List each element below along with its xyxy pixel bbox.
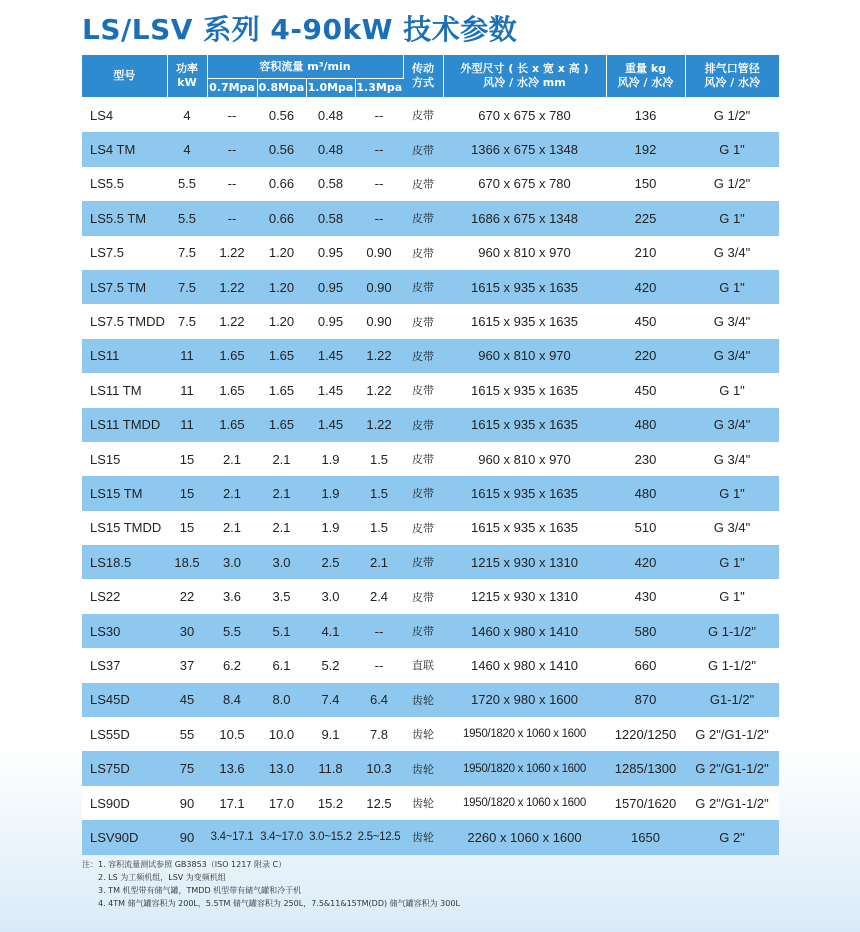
- table-row: [82, 132, 779, 166]
- flow-07-cell: 17.1: [207, 786, 257, 820]
- outlet-cell: G 1-1/2": [685, 648, 779, 682]
- flow-10-cell: 7.4: [306, 683, 355, 717]
- drive-cell: 皮带: [403, 476, 443, 510]
- drive-cell: 皮带: [403, 201, 443, 235]
- flow-08-cell: 0.66: [257, 201, 306, 235]
- flow-08-cell: 3.4~17.0: [257, 820, 306, 854]
- outlet-cell: G 2": [685, 820, 779, 854]
- dimensions-cell: 1460 x 980 x 1410: [443, 648, 606, 682]
- drive-cell: 皮带: [403, 408, 443, 442]
- outlet-cell: G 1": [685, 373, 779, 407]
- flow-10-cell: 0.95: [306, 236, 355, 270]
- flow-10-cell: 15.2: [306, 786, 355, 820]
- header-p08: 0.8Mpa: [257, 79, 306, 98]
- table-row: [82, 751, 779, 785]
- table-row: [82, 167, 779, 201]
- table-row: [82, 408, 779, 442]
- weight-cell: 150: [606, 167, 685, 201]
- power-cell: 11: [167, 339, 207, 373]
- flow-08-cell: 3.5: [257, 579, 306, 613]
- header-dimensions: 外型尺寸 ( 长 x 宽 x 高 ) 风冷 / 水冷 mm: [443, 55, 606, 98]
- flow-10-cell: 0.58: [306, 167, 355, 201]
- dimensions-cell: 1215 x 930 x 1310: [443, 579, 606, 613]
- drive-cell: 皮带: [403, 270, 443, 304]
- outlet-cell: G 1/2": [685, 167, 779, 201]
- dimensions-cell: 960 x 810 x 970: [443, 236, 606, 270]
- power-cell: 15: [167, 442, 207, 476]
- flow-08-cell: 17.0: [257, 786, 306, 820]
- header-flow: 容积流量 m³/min: [207, 55, 403, 79]
- power-cell: 4: [167, 132, 207, 166]
- flow-13-cell: 0.90: [355, 304, 403, 338]
- flow-08-cell: 3.0: [257, 545, 306, 579]
- flow-10-cell: 1.9: [306, 442, 355, 476]
- drive-cell: 皮带: [403, 167, 443, 201]
- flow-10-cell: 3.0: [306, 579, 355, 613]
- weight-cell: 1570/1620: [606, 786, 685, 820]
- flow-13-cell: 0.90: [355, 270, 403, 304]
- flow-08-cell: 2.1: [257, 511, 306, 545]
- table-row: [82, 201, 779, 235]
- table-row: [82, 820, 779, 854]
- power-cell: 15: [167, 511, 207, 545]
- flow-08-cell: 0.56: [257, 132, 306, 166]
- table-row: [82, 373, 779, 407]
- flow-10-cell: 0.95: [306, 270, 355, 304]
- model-cell: LS4: [82, 98, 167, 133]
- model-cell: LS30: [82, 614, 167, 648]
- header-weight: 重量 kg 风冷 / 水冷: [606, 55, 685, 98]
- power-cell: 22: [167, 579, 207, 613]
- flow-08-cell: 6.1: [257, 648, 306, 682]
- flow-10-cell: 1.45: [306, 339, 355, 373]
- weight-cell: 1220/1250: [606, 717, 685, 751]
- dimensions-cell: 1720 x 980 x 1600: [443, 683, 606, 717]
- table-row: [82, 683, 779, 717]
- outlet-cell: G 3/4": [685, 442, 779, 476]
- table-row: [82, 442, 779, 476]
- header-drive: 传动 方式: [403, 55, 443, 98]
- flow-08-cell: 13.0: [257, 751, 306, 785]
- weight-cell: 580: [606, 614, 685, 648]
- flow-13-cell: --: [355, 201, 403, 235]
- flow-07-cell: 2.1: [207, 442, 257, 476]
- flow-07-cell: --: [207, 167, 257, 201]
- weight-cell: 450: [606, 304, 685, 338]
- footnotes: [82, 858, 460, 910]
- flow-13-cell: 2.5~12.5: [355, 820, 403, 854]
- flow-07-cell: 10.5: [207, 717, 257, 751]
- power-cell: 30: [167, 614, 207, 648]
- model-cell: LS90D: [82, 786, 167, 820]
- weight-cell: 225: [606, 201, 685, 235]
- weight-cell: 210: [606, 236, 685, 270]
- power-cell: 5.5: [167, 167, 207, 201]
- flow-13-cell: 6.4: [355, 683, 403, 717]
- table-row: [82, 579, 779, 613]
- weight-cell: 1285/1300: [606, 751, 685, 785]
- table-row: [82, 339, 779, 373]
- flow-10-cell: 1.45: [306, 408, 355, 442]
- flow-08-cell: 1.65: [257, 373, 306, 407]
- dimensions-cell: 1615 x 935 x 1635: [443, 511, 606, 545]
- drive-cell: 齿轮: [403, 820, 443, 854]
- header-outlet: 排气口管径 风冷 / 水冷: [685, 55, 779, 98]
- flow-08-cell: 5.1: [257, 614, 306, 648]
- flow-08-cell: 1.65: [257, 339, 306, 373]
- model-cell: LS7.5 TMDD: [82, 304, 167, 338]
- drive-cell: 直联: [403, 648, 443, 682]
- weight-cell: 450: [606, 373, 685, 407]
- outlet-cell: G 3/4": [685, 511, 779, 545]
- flow-13-cell: --: [355, 167, 403, 201]
- flow-07-cell: 8.4: [207, 683, 257, 717]
- model-cell: LS11: [82, 339, 167, 373]
- flow-07-cell: 3.4~17.1: [207, 820, 257, 854]
- outlet-cell: G 1": [685, 201, 779, 235]
- table-row: [82, 545, 779, 579]
- flow-07-cell: --: [207, 201, 257, 235]
- flow-07-cell: 13.6: [207, 751, 257, 785]
- model-cell: LS15: [82, 442, 167, 476]
- model-cell: LS4 TM: [82, 132, 167, 166]
- model-cell: LS45D: [82, 683, 167, 717]
- table-row: [82, 717, 779, 751]
- weight-cell: 480: [606, 476, 685, 510]
- power-cell: 7.5: [167, 304, 207, 338]
- weight-cell: 420: [606, 270, 685, 304]
- weight-cell: 420: [606, 545, 685, 579]
- table-row: [82, 511, 779, 545]
- weight-cell: 136: [606, 98, 685, 133]
- outlet-cell: G 1/2": [685, 98, 779, 133]
- page-title: LS/LSV 系列 4-90kW 技术参数: [82, 13, 518, 46]
- flow-08-cell: 1.20: [257, 236, 306, 270]
- flow-10-cell: 3.0~15.2: [306, 820, 355, 854]
- table-row: [82, 236, 779, 270]
- header-p13: 1.3Mpa: [355, 79, 403, 98]
- flow-13-cell: 10.3: [355, 751, 403, 785]
- power-cell: 18.5: [167, 545, 207, 579]
- header-power: 功率 kW: [167, 55, 207, 98]
- flow-10-cell: 0.95: [306, 304, 355, 338]
- dimensions-cell: 2260 x 1060 x 1600: [443, 820, 606, 854]
- dimensions-cell: 1686 x 675 x 1348: [443, 201, 606, 235]
- flow-10-cell: 1.9: [306, 476, 355, 510]
- flow-07-cell: 1.22: [207, 304, 257, 338]
- flow-10-cell: 0.58: [306, 201, 355, 235]
- drive-cell: 皮带: [403, 236, 443, 270]
- header-model: 型号: [82, 55, 167, 98]
- table-row: [82, 270, 779, 304]
- flow-13-cell: 1.5: [355, 476, 403, 510]
- power-cell: 7.5: [167, 236, 207, 270]
- flow-13-cell: 1.22: [355, 373, 403, 407]
- outlet-cell: G 3/4": [685, 236, 779, 270]
- flow-13-cell: 7.8: [355, 717, 403, 751]
- drive-cell: 皮带: [403, 614, 443, 648]
- outlet-cell: G 1": [685, 476, 779, 510]
- drive-cell: 齿轮: [403, 717, 443, 751]
- flow-07-cell: --: [207, 132, 257, 166]
- dimensions-cell: 1950/1820 x 1060 x 1600: [443, 786, 606, 820]
- outlet-cell: G1-1/2": [685, 683, 779, 717]
- model-cell: LSV90D: [82, 820, 167, 854]
- dimensions-cell: 960 x 810 x 970: [443, 339, 606, 373]
- power-cell: 5.5: [167, 201, 207, 235]
- model-cell: LS7.5: [82, 236, 167, 270]
- flow-13-cell: --: [355, 614, 403, 648]
- flow-10-cell: 11.8: [306, 751, 355, 785]
- flow-08-cell: 1.65: [257, 408, 306, 442]
- weight-cell: 870: [606, 683, 685, 717]
- outlet-cell: G 2"/G1-1/2": [685, 751, 779, 785]
- outlet-cell: G 1": [685, 545, 779, 579]
- drive-cell: 皮带: [403, 304, 443, 338]
- weight-cell: 1650: [606, 820, 685, 854]
- outlet-cell: G 1": [685, 270, 779, 304]
- model-cell: LS15 TM: [82, 476, 167, 510]
- header-p10: 1.0Mpa: [306, 79, 355, 98]
- dimensions-cell: 1460 x 980 x 1410: [443, 614, 606, 648]
- drive-cell: 皮带: [403, 579, 443, 613]
- table-row: [82, 98, 779, 133]
- flow-08-cell: 10.0: [257, 717, 306, 751]
- flow-07-cell: 2.1: [207, 476, 257, 510]
- power-cell: 11: [167, 408, 207, 442]
- weight-cell: 220: [606, 339, 685, 373]
- model-cell: LS55D: [82, 717, 167, 751]
- power-cell: 55: [167, 717, 207, 751]
- table-row: [82, 648, 779, 682]
- flow-07-cell: 1.65: [207, 408, 257, 442]
- power-cell: 45: [167, 683, 207, 717]
- model-cell: LS7.5 TM: [82, 270, 167, 304]
- model-cell: LS15 TMDD: [82, 511, 167, 545]
- flow-13-cell: 0.90: [355, 236, 403, 270]
- flow-10-cell: 4.1: [306, 614, 355, 648]
- table-row: [82, 304, 779, 338]
- outlet-cell: G 3/4": [685, 339, 779, 373]
- flow-10-cell: 2.5: [306, 545, 355, 579]
- dimensions-cell: 1615 x 935 x 1635: [443, 373, 606, 407]
- flow-08-cell: 2.1: [257, 476, 306, 510]
- model-cell: LS5.5: [82, 167, 167, 201]
- drive-cell: 皮带: [403, 373, 443, 407]
- weight-cell: 660: [606, 648, 685, 682]
- outlet-cell: G 2"/G1-1/2": [685, 786, 779, 820]
- flow-13-cell: 1.5: [355, 511, 403, 545]
- dimensions-cell: 1615 x 935 x 1635: [443, 476, 606, 510]
- drive-cell: 皮带: [403, 511, 443, 545]
- flow-08-cell: 0.56: [257, 98, 306, 133]
- outlet-cell: G 1": [685, 579, 779, 613]
- outlet-cell: G 1-1/2": [685, 614, 779, 648]
- dimensions-cell: 1615 x 935 x 1635: [443, 304, 606, 338]
- note-4: 4. 4TM 储气罐容积为 200L，5.5TM 储气罐容积为 250L，7.5&11&15TM(DD) 储气罐容积为 300L: [98, 899, 460, 908]
- flow-13-cell: --: [355, 648, 403, 682]
- power-cell: 4: [167, 98, 207, 133]
- drive-cell: 齿轮: [403, 786, 443, 820]
- flow-10-cell: 0.48: [306, 132, 355, 166]
- flow-13-cell: 1.5: [355, 442, 403, 476]
- model-cell: LS75D: [82, 751, 167, 785]
- note-1: 注：1. 容积流量测试参照 GB3853（ISO 1217 附录 C）: [82, 860, 287, 869]
- dimensions-cell: 1950/1820 x 1060 x 1600: [443, 751, 606, 785]
- drive-cell: 皮带: [403, 545, 443, 579]
- flow-10-cell: 1.45: [306, 373, 355, 407]
- model-cell: LS22: [82, 579, 167, 613]
- dimensions-cell: 1366 x 675 x 1348: [443, 132, 606, 166]
- power-cell: 7.5: [167, 270, 207, 304]
- dimensions-cell: 670 x 675 x 780: [443, 167, 606, 201]
- flow-13-cell: --: [355, 98, 403, 133]
- flow-13-cell: 12.5: [355, 786, 403, 820]
- power-cell: 90: [167, 786, 207, 820]
- flow-07-cell: 1.65: [207, 373, 257, 407]
- dimensions-cell: 1950/1820 x 1060 x 1600: [443, 717, 606, 751]
- outlet-cell: G 2"/G1-1/2": [685, 717, 779, 751]
- flow-13-cell: 2.1: [355, 545, 403, 579]
- power-cell: 11: [167, 373, 207, 407]
- table-row: [82, 614, 779, 648]
- flow-08-cell: 8.0: [257, 683, 306, 717]
- model-cell: LS37: [82, 648, 167, 682]
- outlet-cell: G 3/4": [685, 304, 779, 338]
- flow-07-cell: 1.22: [207, 270, 257, 304]
- flow-08-cell: 1.20: [257, 304, 306, 338]
- drive-cell: 皮带: [403, 442, 443, 476]
- flow-07-cell: 2.1: [207, 511, 257, 545]
- flow-08-cell: 2.1: [257, 442, 306, 476]
- dimensions-cell: 1615 x 935 x 1635: [443, 408, 606, 442]
- model-cell: LS18.5: [82, 545, 167, 579]
- drive-cell: 皮带: [403, 98, 443, 133]
- weight-cell: 192: [606, 132, 685, 166]
- flow-13-cell: --: [355, 132, 403, 166]
- table-row: [82, 786, 779, 820]
- table-row: [82, 476, 779, 510]
- flow-07-cell: 3.6: [207, 579, 257, 613]
- flow-10-cell: 1.9: [306, 511, 355, 545]
- flow-07-cell: --: [207, 98, 257, 133]
- flow-07-cell: 1.22: [207, 236, 257, 270]
- drive-cell: 齿轮: [403, 751, 443, 785]
- flow-10-cell: 5.2: [306, 648, 355, 682]
- flow-07-cell: 6.2: [207, 648, 257, 682]
- flow-08-cell: 0.66: [257, 167, 306, 201]
- power-cell: 75: [167, 751, 207, 785]
- note-3: 3. TM 机型带有储气罐，TMDD 机型带有储气罐和冷干机: [98, 886, 302, 895]
- dimensions-cell: 1615 x 935 x 1635: [443, 270, 606, 304]
- dimensions-cell: 1215 x 930 x 1310: [443, 545, 606, 579]
- outlet-cell: G 1": [685, 132, 779, 166]
- flow-13-cell: 1.22: [355, 408, 403, 442]
- note-2: 2. LS 为工频机组，LSV 为变频机组: [98, 873, 226, 882]
- weight-cell: 230: [606, 442, 685, 476]
- flow-13-cell: 2.4: [355, 579, 403, 613]
- header-p07: 0.7Mpa: [207, 79, 257, 98]
- drive-cell: 皮带: [403, 339, 443, 373]
- power-cell: 37: [167, 648, 207, 682]
- dimensions-cell: 960 x 810 x 970: [443, 442, 606, 476]
- flow-07-cell: 1.65: [207, 339, 257, 373]
- power-cell: 90: [167, 820, 207, 854]
- flow-13-cell: 1.22: [355, 339, 403, 373]
- weight-cell: 510: [606, 511, 685, 545]
- flow-10-cell: 9.1: [306, 717, 355, 751]
- flow-10-cell: 0.48: [306, 98, 355, 133]
- drive-cell: 皮带: [403, 132, 443, 166]
- outlet-cell: G 3/4": [685, 408, 779, 442]
- weight-cell: 480: [606, 408, 685, 442]
- flow-07-cell: 3.0: [207, 545, 257, 579]
- flow-07-cell: 5.5: [207, 614, 257, 648]
- model-cell: LS11 TM: [82, 373, 167, 407]
- spec-table: [82, 55, 779, 855]
- weight-cell: 430: [606, 579, 685, 613]
- model-cell: LS11 TMDD: [82, 408, 167, 442]
- drive-cell: 齿轮: [403, 683, 443, 717]
- power-cell: 15: [167, 476, 207, 510]
- model-cell: LS5.5 TM: [82, 201, 167, 235]
- flow-08-cell: 1.20: [257, 270, 306, 304]
- dimensions-cell: 670 x 675 x 780: [443, 98, 606, 133]
